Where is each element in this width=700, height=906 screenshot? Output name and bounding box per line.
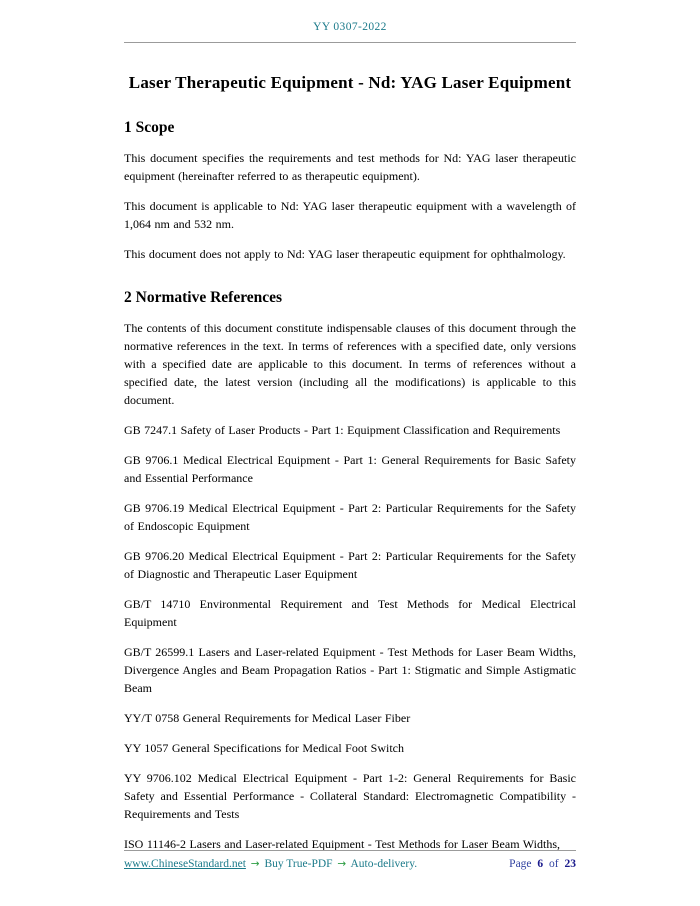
section-normative-references [124, 289, 576, 853]
footer-row [124, 858, 576, 870]
reference-item: GB 9706.19 Medical Electrical Equipment - Part 2: Particular Requirements for the Safety of Endoscopic Equipment [124, 501, 576, 533]
page-label: Page [509, 858, 532, 870]
section-scope [124, 119, 576, 263]
footer-info [124, 858, 417, 870]
paragraph: This document specifies the requirements and test methods for Nd: YAG laser therapeutic equipment (hereinafter referred to as therapeutic equipment). [124, 151, 576, 183]
reference-item: ISO 11146-2 Lasers and Laser-related Equipment - Test Methods for Laser Beam Widths, [124, 837, 560, 851]
page-content [124, 0, 576, 853]
reference-item: YY 9706.102 Medical Electrical Equipment - Part 1-2: General Requirements for Basic Safety and Essential Performance - Collateral Standard: Electromagnetic Compatibility - Requirements and Tests [124, 771, 576, 821]
paragraph: This document does not apply to Nd: YAG laser therapeutic equipment for ophthalmology. [124, 247, 566, 261]
buy-pdf-text: Buy True-PDF [264, 858, 333, 870]
right-arrow-icon: → [337, 858, 347, 870]
page-total: 23 [564, 858, 576, 870]
reference-item: GB/T 26599.1 Lasers and Laser-related Equipment - Test Methods for Laser Beam Widths, Divergence Angles and Beam Propagation Ratios - Part 1: Stigmatic and Simple Astigmatic Beam [124, 645, 576, 695]
document-title: Laser Therapeutic Equipment - Nd: YAG Laser Equipment [128, 73, 572, 92]
auto-delivery-text: Auto-delivery. [350, 858, 418, 870]
reference-item: YY 1057 General Specifications for Medical Foot Switch [124, 741, 404, 755]
footer-divider [124, 850, 576, 851]
section-heading-normative-references: 2 Normative References [124, 289, 283, 306]
page-number: 6 [537, 858, 544, 870]
reference-item: GB 7247.1 Safety of Laser Products - Part 1: Equipment Classification and Requirements [124, 423, 561, 437]
site-link[interactable]: www.ChineseStandard.net [124, 858, 246, 870]
reference-item: GB 9706.1 Medical Electrical Equipment - Part 1: General Requirements for Basic Safety and Essential Performance [124, 453, 576, 485]
page-header [124, 0, 576, 43]
standard-number: YY 0307-2022 [313, 21, 387, 33]
page-footer [124, 850, 576, 870]
page-indicator [506, 858, 576, 870]
reference-item: YY/T 0758 General Requirements for Medical Laser Fiber [124, 711, 411, 725]
right-arrow-icon: → [250, 858, 260, 870]
reference-item: GB 9706.20 Medical Electrical Equipment - Part 2: Particular Requirements for the Safety of Diagnostic and Therapeutic Laser Equipment [124, 549, 576, 581]
header-divider [124, 42, 576, 43]
paragraph: This document is applicable to Nd: YAG laser therapeutic equipment with a wavelength of 1,064 nm and 532 nm. [124, 199, 576, 231]
section-heading-scope: 1 Scope [124, 119, 175, 136]
paragraph: The contents of this document constitute indispensable clauses of this document through the normative references in the text. In terms of references with a specified date, only versions with a specified date are applicable to this document. In terms of references without a specified date, the latest version (including all the modifications) is applicable to this document. [124, 321, 576, 407]
reference-item: GB/T 14710 Environmental Requirement and Test Methods for Medical Electrical Equipment [124, 597, 576, 629]
of-label: of [549, 858, 559, 870]
